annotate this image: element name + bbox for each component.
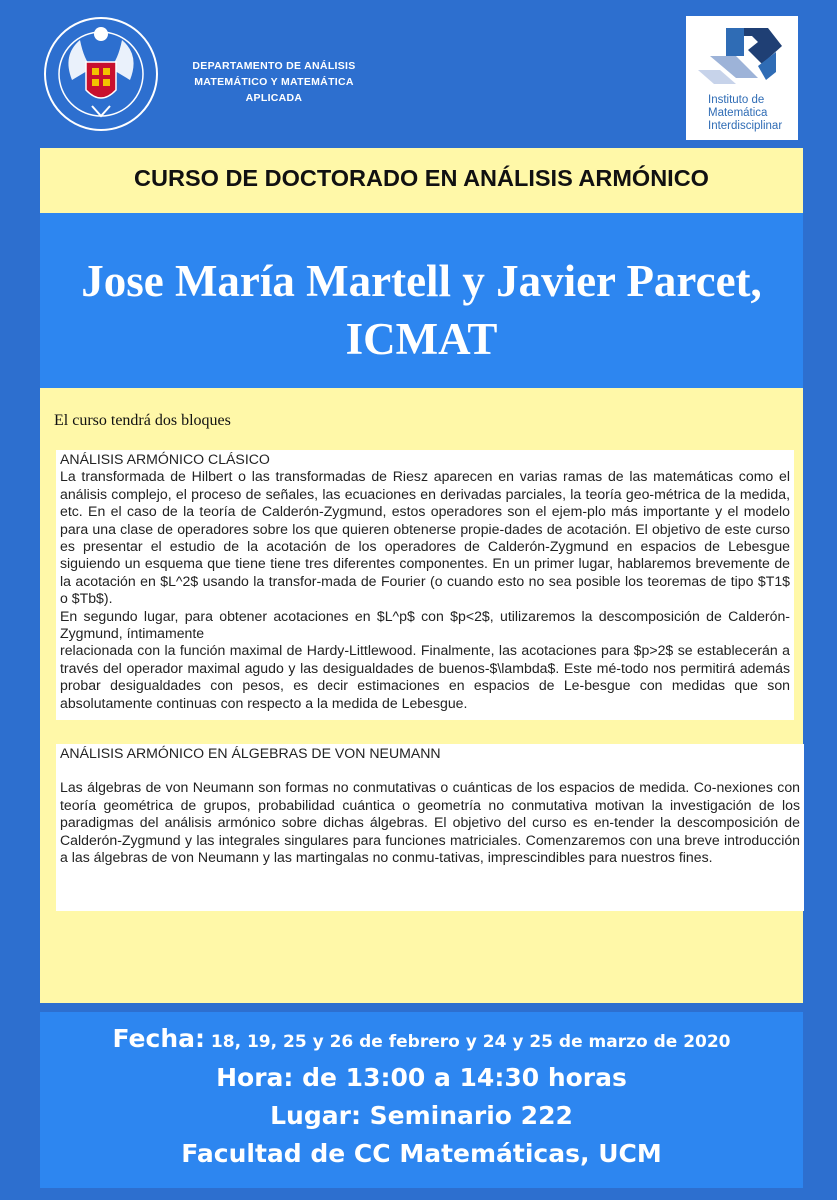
- event-date: [40, 1024, 803, 1053]
- event-date-label: Fecha:: [112, 1024, 205, 1053]
- event-date-value: 18, 19, 25 y 26 de febrero y 24 y 25 de marzo de 2020: [210, 1032, 731, 1052]
- section-von-neumann-title: ANÁLISIS ARMÓNICO EN ÁLGEBRAS DE VON NEUMANN: [60, 745, 441, 761]
- event-location: Lugar: Seminario 222: [270, 1101, 573, 1130]
- imi-logo-box: [686, 16, 798, 140]
- course-title: CURSO DE DOCTORADO EN ANÁLISIS ARMÓNICO: [134, 165, 709, 191]
- section-von-neumann-body: Las álgebras de von Neumann son formas no conmutativas o cuánticas de los espacios de medida. Co-nexiones con teoría geométrica de grupos, probabilidad cuántica o geometría no conmutativa motivan la investigación de los paradigmas del análisis armónico sobre dichas álgebras. El objetivo del curso es en-tender la descomposición de Calderón-Zygmund y las integrales singulares para funciones matriciales. Comenzaremos con una breve introducción a las álgebras de von Neumann y las martingalas no conmu-tativas, imprescindibles para nuestros fines.: [60, 779, 800, 866]
- department-name: DEPARTAMENTO DE ANÁLISIS MATEMÁTICO Y MATEMÁTICA APLICADA: [192, 60, 356, 104]
- section-classical-body: La transformada de Hilbert o las transformadas de Riesz aparecen en varias ramas de las matemáticas como el análisis complejo, el proceso de señales, las ecuaciones en derivadas parciales, la teoría geo-métrica de la medida, etc. En el caso de la teoría de Calderón-Zygmund, estos operadores son el ejem-plo más importante y el modelo para una clase de operadores sobre los que quieren obtenerse propie-dades de acotación. El objetivo de este curso es presentar el estudio de la acotación de los operadores de Calderón-Zygmund en espacios de Lebesgue siguiendo un esquema que tiene tiene tres diferentes componentes. En un primer lugar, hablaremos brevemente de la acotación en $L^2$ usando la transfor-mada de Fourier (o cuando esto no sea posible los teoremas de tipo $T1$ o $Tb$). En segundo lugar, para obtener acotaciones en $L^p$ con $p<2$, utilizaremos la descomposición de Calderón-Zygmund, íntimamente relacionada con la función maximal de Hardy-Littlewood. Finalmente, las acotaciones para $p>2$ se establecerán a través del operador maximal agudo y las desigualdades de buenos-$\lambda$. Este mé-todo nos permitirá además probar desigualdades con pesos, es decir estimaciones en espacios de Le-besgue con medidas que son absolutamente continuas con respecto a la medida de Lebesgue.: [60, 468, 790, 711]
- event-faculty: Facultad de CC Matemáticas, UCM: [181, 1139, 662, 1168]
- section-classical-title: ANÁLISIS ARMÓNICO CLÁSICO: [60, 451, 270, 467]
- intro-text: El curso tendrá dos bloques: [54, 412, 231, 429]
- speakers-heading: Jose María Martell y Javier Parcet, ICMAT: [81, 256, 762, 364]
- section-classical-box: [56, 450, 794, 720]
- institute-name: Instituto de Matemática Interdisciplinar: [708, 94, 783, 132]
- section-von-neumann-box: [56, 744, 804, 911]
- event-time: Hora: de 13:00 a 14:30 horas: [216, 1063, 627, 1092]
- ucm-seal-logo: [42, 10, 160, 138]
- imi-logo-icon: [696, 26, 788, 88]
